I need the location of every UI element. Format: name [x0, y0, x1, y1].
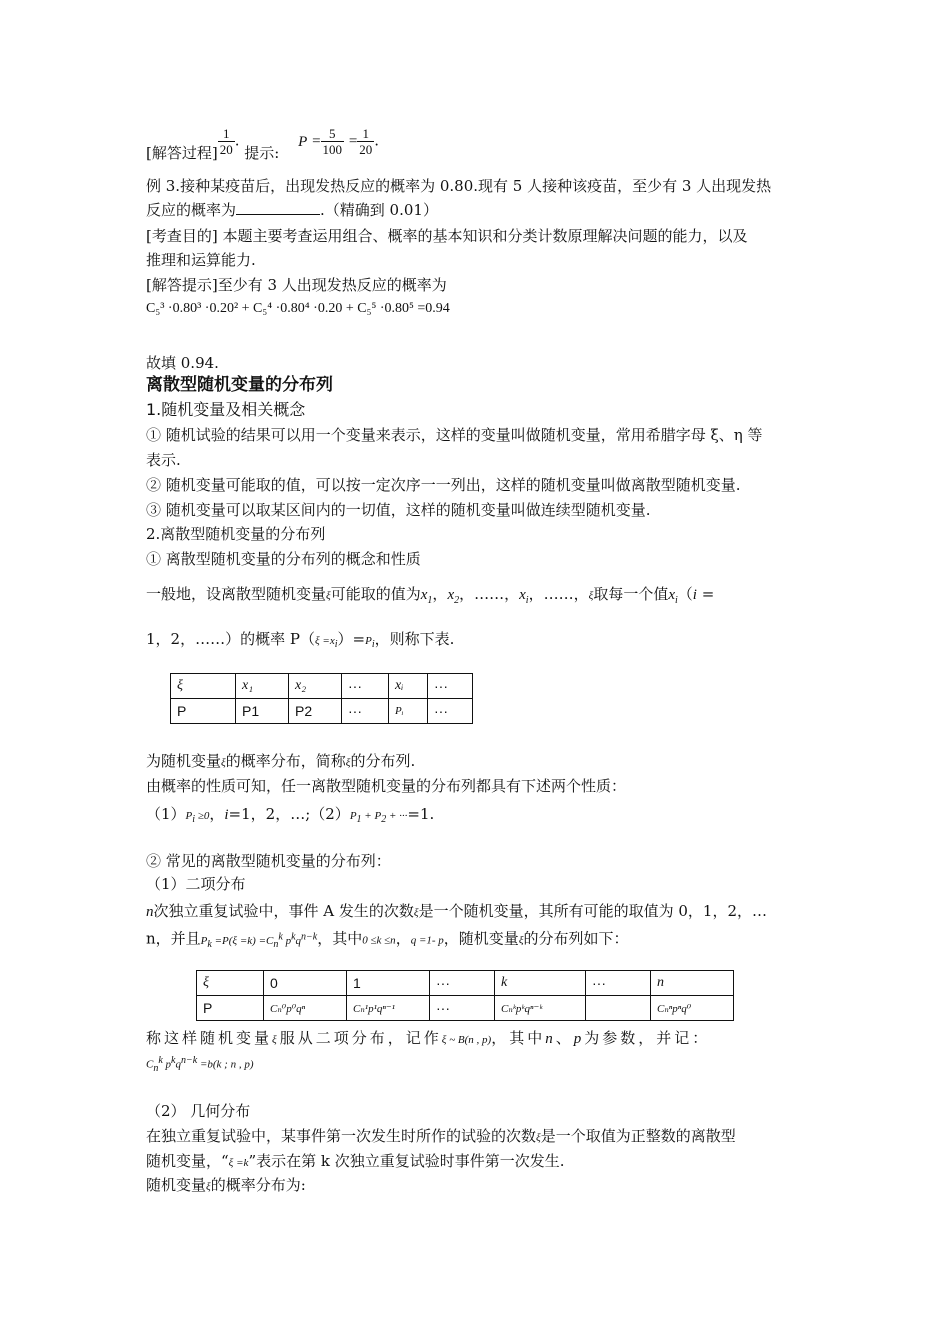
answer-blank — [236, 200, 320, 215]
subsection-2-1: ① 离散型随机变量的分布列的概念和性质 — [146, 550, 421, 568]
table-cell: P2 — [289, 699, 342, 724]
definition-line-1: 一般地，设离散型随机变量ξ可能取的值为$x_1$，$x_2$，……，$x_i$，……，ξ取每一个值$x_i(i$ = — [146, 585, 715, 606]
ex3-fill: 故填 0.94. — [146, 354, 219, 372]
prop2-formula: $P_1 + P_2$ + ··· — [349, 810, 408, 826]
k-range: 0 ≤k ≤n — [362, 934, 396, 947]
table-cell: k — [495, 971, 586, 996]
para-1b: 表示. — [146, 451, 181, 469]
ex3-line1: 例 3.接种某疫苗后，出现发热反应的概率为 0.80.现有 5 人接种该疫苗，至少有 3 人出现发热 — [146, 177, 772, 195]
ex3-line2-text: 反应的概率为 — [146, 201, 237, 219]
para-2: ② 随机变量可能取的值，可以按一定次序一一列出，这样的随机变量叫做离散型随机变量. — [146, 476, 741, 494]
properties-line: $(1)P_i \ge 0$，i=1，2，$\dots;(2)P_1 + P_2 + \cdot\cdot\cdot=1$. — [146, 805, 435, 826]
table-cell: P — [197, 996, 264, 1021]
geo2a: 随机变量，“ — [146, 1152, 229, 1170]
table-cell: xᵢ — [389, 674, 428, 699]
x1: $x_1$ — [420, 587, 433, 606]
para-1a: ① 随机试验的结果可以用一个变量来表示，这样的变量叫做随机变量，常用希腊字母 ξ、η 等 — [146, 426, 763, 444]
table-cell: 1 — [347, 971, 430, 996]
table-row — [171, 699, 473, 724]
geo3b: 的概率分布为: — [210, 1176, 306, 1194]
table-cell: x₂ — [289, 674, 342, 699]
table-cell: ··· — [428, 674, 473, 699]
table-cell: Cₙᵏpᵏqⁿ⁻ᵏ — [495, 996, 586, 1021]
p-param: p — [573, 1031, 585, 1047]
ex3-precision: .（精确到 0.01） — [320, 201, 438, 219]
table-cell: Cₙ⁰p⁰qⁿ — [264, 996, 347, 1021]
after-table1-b: 的概率分布，简称 — [225, 752, 346, 770]
xi-symbol-4: ξ — [345, 757, 351, 769]
prop1-label: （1） — [146, 805, 186, 823]
table-cell: Pᵢ — [389, 699, 428, 724]
geo2b: ”表示在第 k 次独立重复试验时事件第一次发生. — [248, 1152, 565, 1170]
answer-den: 20 — [219, 142, 233, 157]
prop1-formula: $P_i \ge 0$ — [185, 810, 210, 826]
binom-after1c: ，其中 — [491, 1029, 546, 1047]
binom-after1: 称这样随机变量 — [146, 1029, 273, 1047]
fraction-1-20 — [357, 126, 374, 157]
xi-eq-k: ξ =k — [228, 1157, 249, 1169]
geometric-line-1 — [146, 1125, 736, 1149]
xi-symbol-8: ξ — [536, 1132, 541, 1144]
after-table1-a: 为随机变量 — [146, 752, 222, 770]
binom-after1e: 为参数，并记： — [584, 1029, 711, 1047]
f1-num: 5 — [321, 126, 345, 142]
table-cell — [586, 996, 651, 1021]
ex3-purpose-2: 推理和运算能力. — [146, 251, 256, 269]
answer-fraction — [218, 126, 235, 157]
binomial-line-1 — [146, 900, 767, 924]
fraction-5-100 — [321, 126, 345, 157]
table-cell: ··· — [428, 699, 473, 724]
pi: $P_i$ — [365, 635, 375, 651]
geo1b: 是一个取值为正整数的离散型 — [540, 1127, 736, 1145]
common-distributions: ② 常见的离散型随机变量的分布列： — [146, 852, 391, 870]
properties-intro: 由概率的性质可知，任一离散型随机变量的分布列都具有下述两个性质： — [146, 777, 627, 795]
table-cell: ··· — [342, 674, 389, 699]
prop1b: =1，2，…;（2） — [228, 805, 350, 823]
f2-den: 20 — [359, 142, 373, 157]
table-cell: P — [171, 699, 236, 724]
ex2-answer-line: [解答过程] $\frac{1}{20}$ . 提示: P = $\frac{5}{100}$ = $\frac{1}{20}$ . — [146, 126, 380, 162]
ex3-line2 — [146, 199, 438, 221]
geometric-title: （2） 几何分布 — [146, 1102, 251, 1120]
n-param: n — [545, 1031, 556, 1047]
table-cell: x₁ — [236, 674, 289, 699]
binom-pmf: $P_k =P(\xi =k) =C_n^k$ $p^kq^{n-k}$ — [200, 931, 318, 950]
xi-eq-xi: $\xi =x_i$ — [314, 635, 338, 651]
geo1: 在独立重复试验中，某事件第一次发生时所作的试验的次数 — [146, 1127, 537, 1145]
binom2b: ，其中 — [317, 929, 363, 948]
table-cell: ··· — [342, 699, 389, 724]
hint-label: 提示: — [244, 143, 280, 162]
table-row — [197, 971, 734, 996]
xi-symbol-7: ξ — [272, 1034, 280, 1046]
table-cell: ξ — [171, 674, 236, 699]
geometric-line-2 — [146, 1150, 565, 1174]
xi-symbol-5: ξ — [413, 907, 419, 919]
answer-num: 1 — [218, 126, 235, 142]
para-3: ③ 随机变量可以取某区间内的一切值，这样的随机变量叫做连续型随机变量. — [146, 501, 651, 519]
binom1b: 是一个随机变量，其所有可能的取值为 0，1，2，… — [418, 902, 767, 920]
subsection-2: 2.离散型随机变量的分布列 — [146, 525, 326, 543]
binom2d: 的分布列如下： — [523, 929, 629, 948]
table-cell: P1 — [236, 699, 289, 724]
table-cell: Cₙⁿpⁿq⁰ — [651, 996, 734, 1021]
equals-sign-2: = — [348, 133, 358, 150]
ex3-formula: C₅³ ·0.80³ ·0.20² + C₅⁴ ·0.80⁴ ·0.20 + C₅⁵ ·0.80⁵ =0.94 — [146, 301, 450, 316]
subsection-1: 1.随机变量及相关概念 — [146, 400, 306, 419]
def1a: 一般地，设离散型随机变量 — [146, 585, 327, 603]
equals-sign: = — [312, 133, 321, 150]
x2: $x_2$ — [447, 587, 460, 606]
p-variable: P — [298, 133, 308, 150]
answer-label: [解答过程] — [146, 143, 218, 162]
binomial-line-2: n，并且$P_k =P(\xi =k) =C_n^k$ $p^kq^{n-k}$，其中0 ≤k ≤n，q =1- p，随机变量ξ的分布列如下： — [146, 929, 629, 950]
ex3-hint: [解答提示]至少有 3 人出现发热反应的概率为 — [146, 276, 447, 294]
distribution-table — [170, 673, 473, 724]
xi-value: $x_i$ — [668, 587, 678, 606]
def2b: 则称下表. — [389, 630, 455, 648]
definition-line-2: 1，2，……）的概率 $P(\xi =x_i)=P_i$，则称下表. — [146, 630, 455, 651]
xi-symbol-3: ξ — [221, 757, 226, 769]
binomial-table — [196, 970, 734, 1021]
table-cell: Cₙ¹p¹qⁿ⁻¹ — [347, 996, 430, 1021]
section-title: 离散型随机变量的分布列 — [146, 375, 333, 395]
binom1: 次独立重复试验中，事件 A 发生的次数 — [153, 902, 414, 920]
prop-i: i — [224, 807, 229, 823]
table-cell: ··· — [430, 971, 495, 996]
binomial-after-1 — [146, 1027, 710, 1051]
table-cell: ··· — [586, 971, 651, 996]
binom-after1b: 服从二项分布，记作 — [279, 1029, 442, 1047]
table-cell: ξ — [197, 971, 264, 996]
binomial-notation-b: $C_n^k$ $p^kq^{n-k} =b(k$ ; n , p) — [146, 1055, 254, 1074]
after-table-1 — [146, 750, 415, 774]
xi-symbol-2: ξ — [588, 590, 594, 602]
xi: $x_i$ — [519, 587, 529, 606]
table-cell: ··· — [430, 996, 495, 1021]
def1c: 取每一个值 — [593, 585, 669, 603]
geo3a: 随机变量 — [146, 1176, 207, 1194]
table-cell: 0 — [264, 971, 347, 996]
ex3-purpose-1: [考查目的] 本题主要考查运用组合、概率的基本知识和分类计数原理解决问题的能力，以及 — [146, 227, 748, 245]
table-row — [197, 996, 734, 1021]
def1b: 可能取的值为 — [330, 585, 421, 603]
binom-notation: ξ ~ B(n , p) — [441, 1034, 492, 1046]
prop2b: =1. — [407, 805, 435, 823]
binom-after1d: 、 — [555, 1029, 574, 1047]
binom2a: n，并且 — [146, 929, 201, 948]
table-row — [171, 674, 473, 699]
binomial-title: （1）二项分布 — [146, 875, 246, 893]
binom2c: ，随机变量 — [443, 929, 519, 948]
xi-symbol-9: ξ — [206, 1181, 211, 1193]
table-cell: n — [651, 971, 734, 996]
def2a: 1，2，……）的概率 P（ — [146, 630, 315, 648]
q-def: q =1- p — [410, 934, 444, 947]
n-var: n — [146, 904, 154, 920]
xi-symbol: ξ — [326, 590, 331, 602]
f2-num: 1 — [357, 126, 374, 142]
xi-symbol-6: ξ — [518, 934, 524, 947]
f1-den: 100 — [322, 142, 343, 157]
geometric-line-3 — [146, 1174, 306, 1198]
after-table1-c: 的分布列. — [350, 752, 416, 770]
